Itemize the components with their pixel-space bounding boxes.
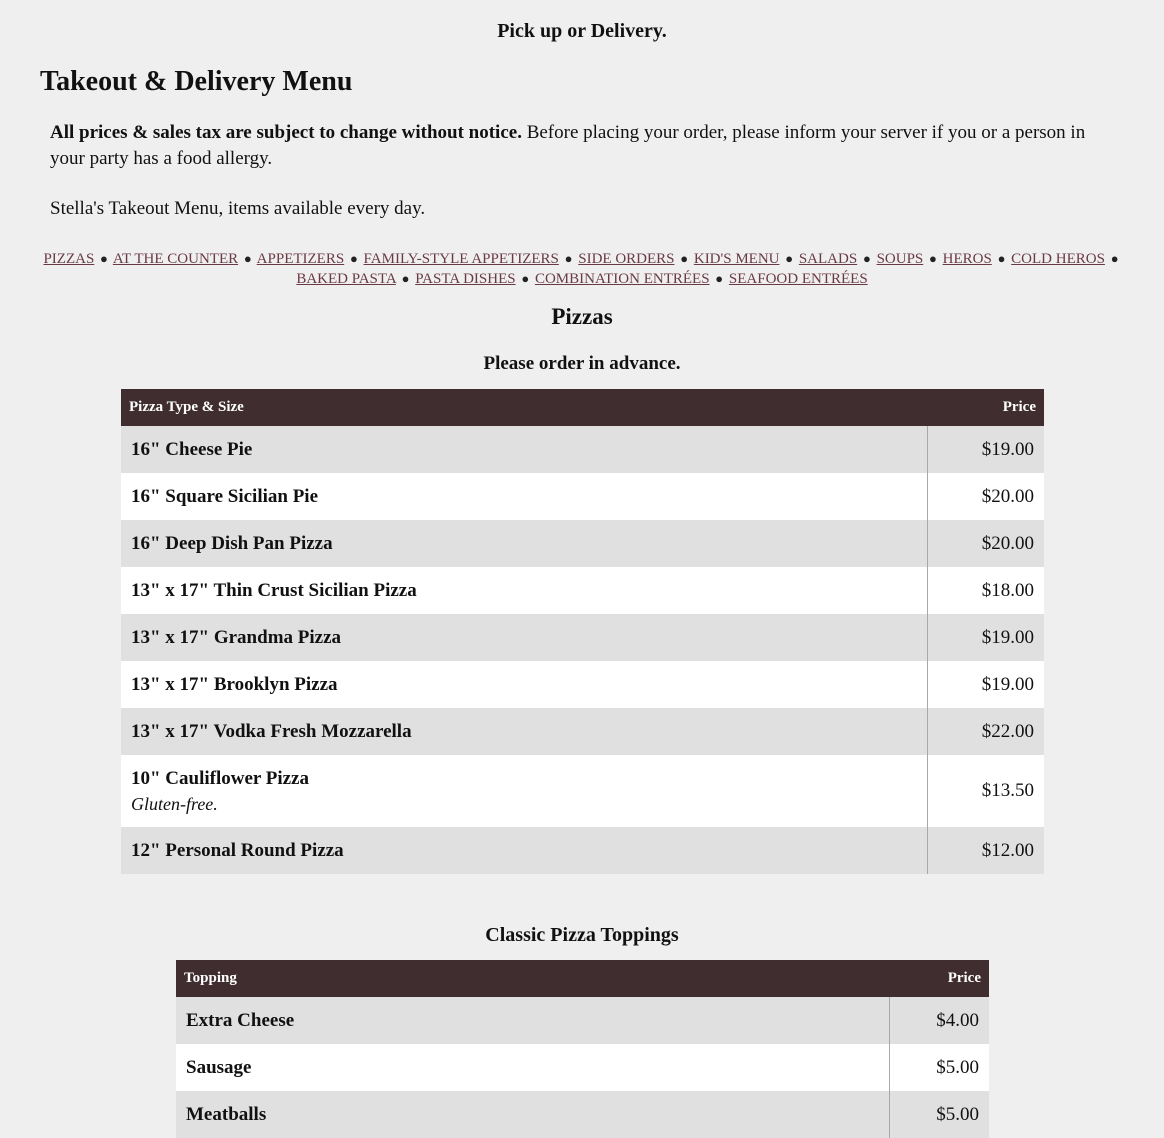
pizza-name-cell: [121, 755, 927, 827]
pizza-name: 12" Personal Round Pizza: [131, 839, 344, 861]
nav-link-baked-pasta[interactable]: BAKED PASTA: [296, 271, 396, 287]
nav-link-pasta-dishes[interactable]: PASTA DISHES: [415, 271, 516, 287]
nav-separator: ●: [349, 251, 358, 266]
pizza-note: Gluten-free.: [131, 793, 218, 814]
table-row: [176, 1044, 989, 1091]
nav-link-soups[interactable]: SOUPS: [876, 251, 924, 267]
pizza-name: 13" x 17" Brooklyn Pizza: [131, 673, 338, 695]
nav-link-heros[interactable]: HEROS: [942, 251, 992, 267]
topping-price: $5.00: [889, 1091, 989, 1138]
nav-separator: ●: [680, 251, 689, 266]
menu-section-nav: [40, 249, 1124, 289]
pizza-price: $20.00: [927, 520, 1044, 567]
table-row: [121, 827, 1044, 874]
price-notice-text: Before placing your order, please inform your server if you or a person in your party has a food allergy.: [50, 122, 1086, 169]
nav-link-side-orders[interactable]: SIDE ORDERS: [578, 251, 675, 267]
pizza-price: $19.00: [927, 661, 1044, 708]
pizza-price: $20.00: [927, 473, 1044, 520]
pizza-price: $18.00: [927, 567, 1044, 614]
nav-link-family-style-appetizers[interactable]: FAMILY-STYLE APPETIZERS: [363, 251, 559, 267]
price-notice: [50, 120, 1090, 172]
nav-link-seafood-entrees[interactable]: SEAFOOD ENTRÉES: [728, 271, 868, 287]
nav-link-appetizers[interactable]: APPETIZERS: [256, 251, 345, 267]
pizza-price: $12.00: [927, 827, 1044, 874]
toppings-section-title: Classic Pizza Toppings: [485, 924, 679, 946]
nav-link-kids-menu[interactable]: KID'S MENU: [693, 251, 780, 267]
nav-link-pizzas[interactable]: PIZZAS: [43, 251, 95, 267]
table-row: [176, 997, 989, 1044]
topping-price: $5.00: [889, 1044, 989, 1091]
pizza-name: 13" x 17" Thin Crust Sicilian Pizza: [131, 579, 417, 601]
column-header-price: Price: [1002, 399, 1036, 415]
table-header-row: [121, 389, 1044, 426]
nav-separator: ●: [521, 271, 530, 286]
column-header-pizza-type: Pizza Type & Size: [129, 399, 244, 415]
nav-link-at-the-counter[interactable]: AT THE COUNTER: [112, 251, 239, 267]
table-row: [121, 755, 1044, 827]
table-row: [121, 614, 1044, 661]
pizza-name: 16" Cheese Pie: [131, 438, 253, 460]
nav-separator: ●: [401, 271, 410, 286]
table-row: [121, 661, 1044, 708]
column-header-topping: Topping: [184, 970, 237, 986]
nav-separator: ●: [243, 251, 252, 266]
table-row: [121, 426, 1044, 473]
pickup-delivery-note: Pick up or Delivery.: [497, 20, 667, 42]
nav-separator: ●: [997, 251, 1006, 266]
nav-separator: ●: [564, 251, 573, 266]
pizzas-order-note: Please order in advance.: [483, 353, 681, 374]
table-row: [121, 708, 1044, 755]
toppings-price-table: [176, 960, 989, 1138]
pizzas-section-title: Pizzas: [551, 304, 613, 329]
nav-separator: ●: [862, 251, 871, 266]
table-row: [121, 473, 1044, 520]
topping-price: $4.00: [889, 997, 989, 1044]
nav-link-combination-entrees[interactable]: COMBINATION ENTRÉES: [534, 271, 710, 287]
table-row: [121, 567, 1044, 614]
table-header-row: [176, 960, 989, 997]
page-title: Takeout & Delivery Menu: [40, 66, 353, 97]
pizza-price: $19.00: [927, 614, 1044, 661]
table-row: [121, 520, 1044, 567]
column-header-price: Price: [947, 970, 981, 986]
price-notice-bold: All prices & sales tax are subject to change without notice.: [50, 122, 522, 143]
pizza-name: 13" x 17" Grandma Pizza: [131, 626, 342, 648]
nav-separator: ●: [100, 251, 108, 266]
pizza-name: 16" Deep Dish Pan Pizza: [131, 532, 333, 554]
nav-separator: ●: [715, 271, 724, 286]
nav-separator: ●: [1110, 251, 1119, 266]
pizza-name: 16" Square Sicilian Pie: [131, 485, 319, 507]
nav-link-salads[interactable]: SALADS: [798, 251, 858, 267]
nav-separator: ●: [929, 251, 937, 266]
topping-name: Sausage: [186, 1056, 252, 1078]
pizza-price: $13.50: [927, 755, 1044, 827]
topping-name: Extra Cheese: [186, 1009, 295, 1031]
pizza-name: 13" x 17" Vodka Fresh Mozzarella: [131, 720, 412, 742]
pizza-price: $19.00: [927, 426, 1044, 473]
nav-separator: ●: [785, 251, 794, 266]
topping-name: Meatballs: [186, 1103, 267, 1125]
table-row: [176, 1091, 989, 1138]
pizza-name: 10" Cauliflower Pizza: [131, 767, 309, 789]
takeout-availability-note: Stella's Takeout Menu, items available every day.: [50, 198, 426, 219]
nav-link-cold-heros[interactable]: COLD HEROS: [1011, 251, 1105, 267]
pizza-price: $22.00: [927, 708, 1044, 755]
pizza-price-table: [121, 389, 1044, 874]
